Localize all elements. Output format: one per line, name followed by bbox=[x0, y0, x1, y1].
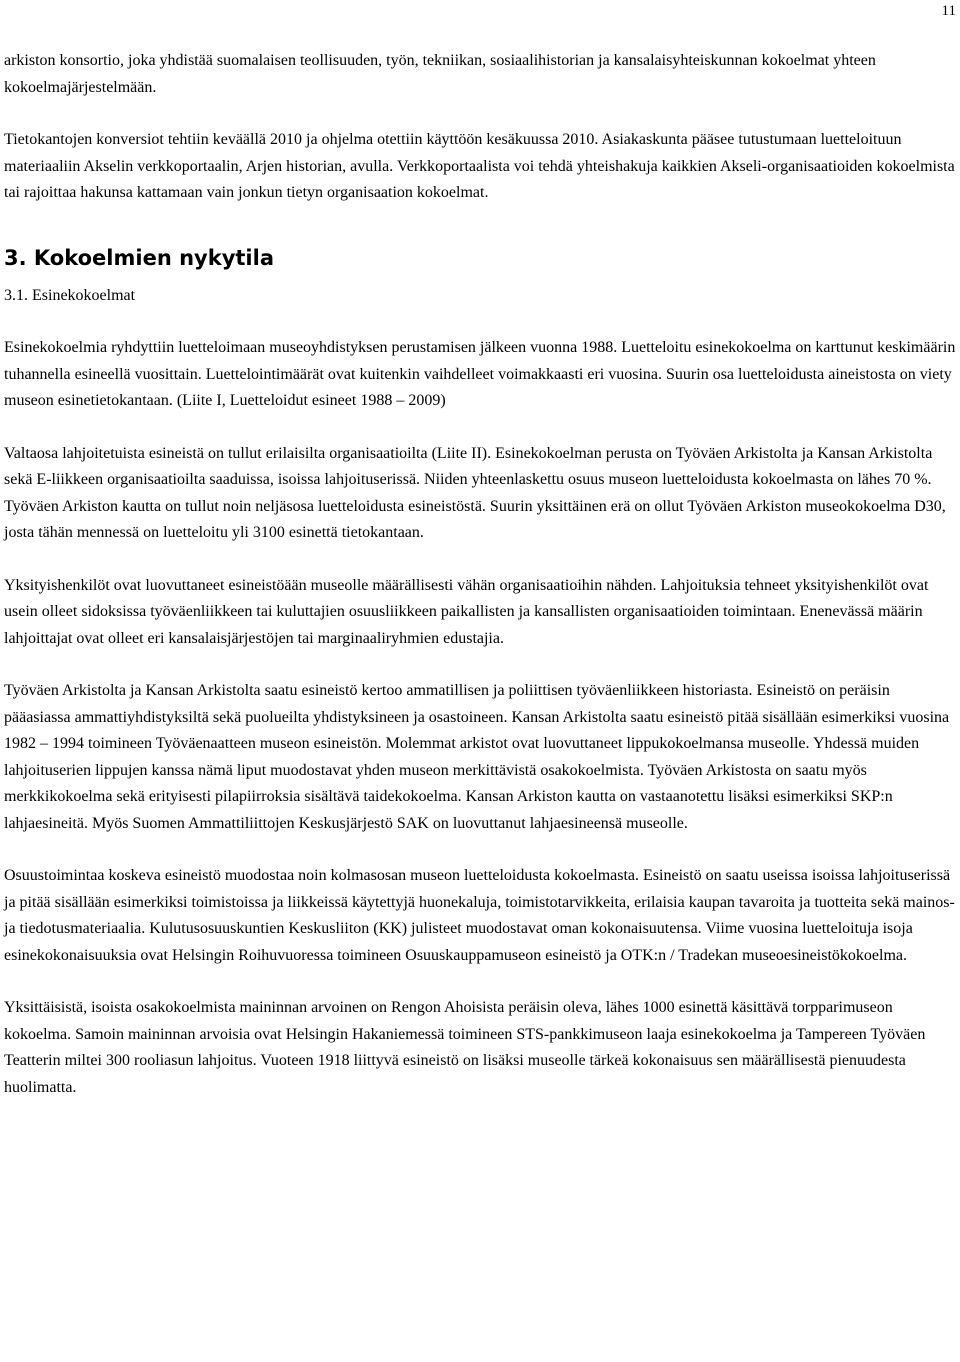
subsection-heading: 3.1. Esinekokoelmat bbox=[4, 286, 136, 304]
section-heading: 3. Kokoelmien nykytila bbox=[4, 245, 274, 270]
paragraph: Esinekokoelmia ryhdyttiin luetteloimaan museoyhdistyksen perustamisen jälkeen vuonna 1988. Luetteloitu esinekokoelma on karttunut keskimäärin tuhannella esineellä vuosittain. Luettelointimäärät ovat kuitenkin vaihdelleet voimakkaasti eri vuosina. Suurin osa luetteloidusta aineistosta on viety museon esinetietokantaan. (Liite I, Luetteloidut esineet 1988 – 2009) bbox=[4, 339, 956, 409]
paragraph: Yksityishenkilöt ovat luovuttaneet esineistöään museolle määrällisesti vähän organisaatioihin nähden. Lahjoituksia tehneet yksityishenkilöt ovat usein olleet sidoksissa työväenliikkeen tai kuluttajien osuusliikkeen paikallisten ja kansallisten organisaatioiden toimintaan. Enenevässä määrin lahjoittajat ovat olleet eri kansalaisjärjestöjen tai marginaaliryhmien edustajia. bbox=[4, 576, 929, 647]
paragraph: Yksittäisistä, isoista osakokoelmista maininnan arvoinen on Rengon Ahoisista peräisin oleva, lähes 1000 esinettä käsittävä torpparimuseon kokoelma. Samoin maininnan arvoisia ovat Helsingin Hakaniemessä toimineen STS-pankkimuseon laaja esinekokoelma ja Tampereen Työväen Teatterin miltei 300 rooliasun lahjoitus. Vuoteen 1918 liittyvä esineistö on lisäksi museolle tärkeä kokonaisuus sen määrällisestä pienuudesta huolimatta. bbox=[4, 999, 926, 1096]
paragraph: Tietokantojen konversiot tehtiin keväällä 2010 ja ohjelma otettiin käyttöön kesäkuussa 2010. Asiakaskunta pääsee tutustumaan luetteloituun materiaaliin Akselin verkkoportaalin, Arjen historian, avulla. Verkkoportaalista voi tehdä yhteishakuja kaikkien Akseli-organisaatioiden kokoelmista tai rajoittaa hakunsa kattamaan vain jonkun tietyn organisaation kokoelmat. bbox=[4, 131, 955, 201]
document-body bbox=[4, 48, 958, 1101]
paragraph: arkiston konsortio, joka yhdistää suomalaisen teollisuuden, työn, tekniikan, sosiaalihistorian ja kansalaisyhteiskunnan kokoelmat yhteen kokoelmajärjestelmään. bbox=[4, 52, 876, 96]
paragraph: Valtaosa lahjoitetuista esineistä on tullut erilaisilta organisaatioilta (Liite II). Esinekokoelman perusta on Työväen Arkistolta ja Kansan Arkistolta sekä E-liikkeen organisaatioilta saaduissa, isoissa lahjoituserissä. Niiden yhteenlaskettu osuus museon luetteloidusta kokoelmasta on lähes 70 %. Työväen Arkiston kautta on tullut noin neljäsosa luetteloidusta esineistöstä. Suurin yksittäinen erä on ollut Työväen Arkiston museokokoelma D30, josta tähän mennessä on luetteloitu yli 3100 esinettä tietokantaan. bbox=[4, 444, 946, 541]
paragraph: Työväen Arkistolta ja Kansan Arkistolta saatu esineistö kertoo ammatillisen ja poliittisen työväenliikkeen historiasta. Esineistö on peräisin pääasiassa ammattiyhdistyksiltä sekä puolueilta yhdistyksineen ja osastoineen. Kansan Arkistolta saatu esineistö pitää sisällään esimerkiksi vuosina 1982 – 1994 toimineen Työväenaatteen museon esineistön. Molemmat arkistot ovat luovuttaneet lippukokoelmansa museolle. Yhdessä muiden lahjoituserien lippujen kanssa nämä liput muodostavat yhden museon merkittävistä osakokoelmista. Työväen Arkistosta on saatu myös merkkikokoelma sekä erityisesti pilapiirroksia sisältävä taidekokoelma. Kansan Arkiston kautta on vastaanotettu lisäksi esimerkiksi SKP:n lahjaesineitä. Myös Suomen Ammattiliittojen Keskusjärjestö SAK on luovuttanut lahjaesineensä museolle. bbox=[4, 682, 950, 832]
paragraph: Osuustoimintaa koskeva esineistö muodostaa noin kolmasosan museon luetteloidusta kokoelmasta. Esineistö on saatu useissa isoissa lahjoituserissä ja pitää sisällään esimerkiksi toimistoissa ja liikkeissä käytettyjä huonekaluja, toimistotarvikkeita, erilaisia kaupan tavaroita ja tuotteita sekä mainos- ja tiedotusmateriaalia. Kulutusosuuskuntien Keskusliiton (KK) julisteet muodostavat oman kokonaisuutensa. Viime vuosina luetteloituja isoja esinekokonaisuuksia ovat Helsingin Roihuvuoressa toimineen Osuuskauppamuseon esineistö ja OTK:n / Tradekan museoesineistökokoelma. bbox=[4, 867, 955, 964]
page-number: 11 bbox=[941, 3, 956, 19]
